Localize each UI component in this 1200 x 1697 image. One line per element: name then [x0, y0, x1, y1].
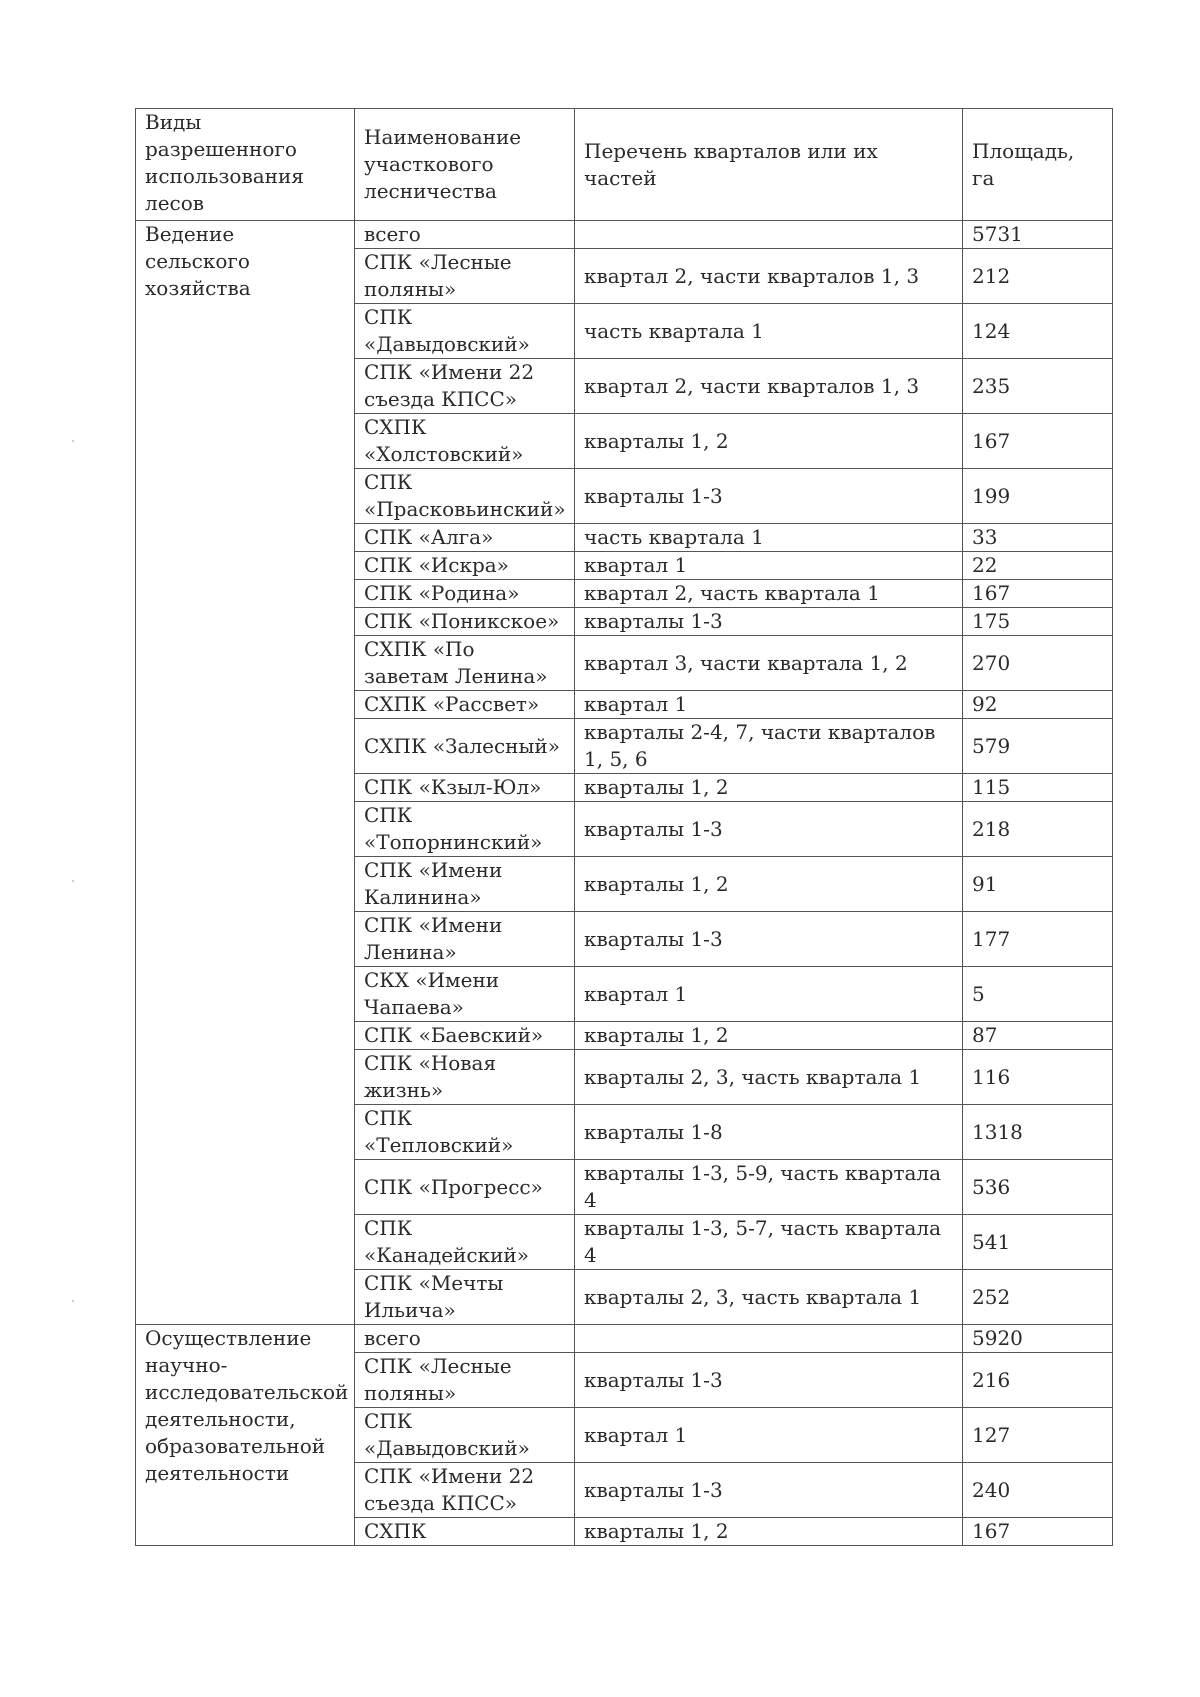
area-cell: 240 — [963, 1463, 1113, 1518]
area-cell: 235 — [963, 359, 1113, 414]
forestry-name-cell: всего — [355, 221, 575, 249]
quarters-cell: кварталы 1-3 — [575, 802, 963, 857]
quarters-cell: квартал 1 — [575, 1408, 963, 1463]
quarters-cell: квартал 1 — [575, 552, 963, 580]
area-cell: 212 — [963, 249, 1113, 304]
forestry-name-cell: СПК «Канадейский» — [355, 1215, 575, 1270]
quarters-cell: часть квартала 1 — [575, 524, 963, 552]
forestry-name-cell: СПК «Имени Ленина» — [355, 912, 575, 967]
forestry-name-cell: всего — [355, 1325, 575, 1353]
header-quarters: Перечень кварталов или их частей — [575, 109, 963, 221]
quarters-cell: кварталы 2-4, 7, части кварталов 1, 5, 6 — [575, 719, 963, 774]
header-row — [136, 109, 1113, 221]
area-cell: 5731 — [963, 221, 1113, 249]
forestry-name-cell: СХПК «Холстовский» — [355, 414, 575, 469]
quarters-cell: кварталы 1-8 — [575, 1105, 963, 1160]
area-cell: 252 — [963, 1270, 1113, 1325]
area-cell: 22 — [963, 552, 1113, 580]
forestry-name-cell: СПК «Алга» — [355, 524, 575, 552]
area-cell: 1318 — [963, 1105, 1113, 1160]
use-type-cell: Осуществление научно-исследовательской деятельности, образовательной деятельности — [136, 1325, 355, 1546]
forestry-name-cell: СПК «Давыдовский» — [355, 1408, 575, 1463]
quarters-cell: кварталы 1-3 — [575, 1353, 963, 1408]
area-cell: 167 — [963, 580, 1113, 608]
quarters-cell: кварталы 1, 2 — [575, 774, 963, 802]
quarters-cell: кварталы 1-3 — [575, 469, 963, 524]
forestry-name-cell: СПК «Имени Калинина» — [355, 857, 575, 912]
quarters-cell: кварталы 1-3 — [575, 912, 963, 967]
area-cell: 5920 — [963, 1325, 1113, 1353]
forestry-name-cell: СПК «Имени 22 съезда КПСС» — [355, 1463, 575, 1518]
forestry-name-cell: СПК «Поникское» — [355, 608, 575, 636]
forestry-name-cell: СХПК «По заветам Ленина» — [355, 636, 575, 691]
forestry-name-cell: СПК «Родина» — [355, 580, 575, 608]
forestry-name-cell: СПК «Прасковьинский» — [355, 469, 575, 524]
quarters-cell: кварталы 1-3 — [575, 1463, 963, 1518]
area-cell: 536 — [963, 1160, 1113, 1215]
table-row — [136, 1325, 1113, 1353]
forestry-name-cell: СПК «Кзыл-Юл» — [355, 774, 575, 802]
forestry-name-cell: СПК «Лесные поляны» — [355, 1353, 575, 1408]
table-row — [136, 221, 1113, 249]
forestry-name-cell: СХПК «Рассвет» — [355, 691, 575, 719]
quarters-cell: кварталы 1, 2 — [575, 1518, 963, 1546]
header-area: Площадь, га — [963, 109, 1113, 221]
quarters-cell: часть квартала 1 — [575, 304, 963, 359]
forestry-name-cell: СПК «Лесные поляны» — [355, 249, 575, 304]
header-forestry-name: Наименование участкового лесничества — [355, 109, 575, 221]
forestry-name-cell: СПК «Прогресс» — [355, 1160, 575, 1215]
forestry-name-cell: СПК «Топорнинский» — [355, 802, 575, 857]
quarters-cell: квартал 2, части кварталов 1, 3 — [575, 359, 963, 414]
area-cell: 270 — [963, 636, 1113, 691]
scan-speck — [72, 1300, 74, 1302]
area-cell: 175 — [963, 608, 1113, 636]
use-type-cell: Ведение сельского хозяйства — [136, 221, 355, 1325]
area-cell: 199 — [963, 469, 1113, 524]
area-cell: 127 — [963, 1408, 1113, 1463]
forestry-name-cell: СКХ «Имени Чапаева» — [355, 967, 575, 1022]
area-cell: 115 — [963, 774, 1113, 802]
quarters-cell — [575, 1325, 963, 1353]
area-cell: 33 — [963, 524, 1113, 552]
area-cell: 5 — [963, 967, 1113, 1022]
quarters-cell: кварталы 2, 3, часть квартала 1 — [575, 1050, 963, 1105]
quarters-cell: кварталы 1-3, 5-7, часть квартала 4 — [575, 1215, 963, 1270]
forest-use-table — [135, 108, 1113, 1546]
area-cell: 87 — [963, 1022, 1113, 1050]
quarters-cell: кварталы 1-3, 5-9, часть квартала 4 — [575, 1160, 963, 1215]
scan-speck — [72, 880, 74, 882]
header-use-type: Виды разрешенного использования лесов — [136, 109, 355, 221]
area-cell: 116 — [963, 1050, 1113, 1105]
area-cell: 167 — [963, 1518, 1113, 1546]
quarters-cell: кварталы 1, 2 — [575, 857, 963, 912]
area-cell: 541 — [963, 1215, 1113, 1270]
forestry-name-cell: СПК «Новая жизнь» — [355, 1050, 575, 1105]
forestry-name-cell: СПК «Давыдовский» — [355, 304, 575, 359]
quarters-cell: квартал 1 — [575, 691, 963, 719]
area-cell: 92 — [963, 691, 1113, 719]
quarters-cell: квартал 1 — [575, 967, 963, 1022]
quarters-cell: кварталы 2, 3, часть квартала 1 — [575, 1270, 963, 1325]
forestry-name-cell: СХПК — [355, 1518, 575, 1546]
forestry-name-cell: СПК «Искра» — [355, 552, 575, 580]
forestry-name-cell: СПК «Имени 22 съезда КПСС» — [355, 359, 575, 414]
quarters-cell: кварталы 1-3 — [575, 608, 963, 636]
area-cell: 167 — [963, 414, 1113, 469]
quarters-cell — [575, 221, 963, 249]
forestry-name-cell: СХПК «Залесный» — [355, 719, 575, 774]
quarters-cell: кварталы 1, 2 — [575, 1022, 963, 1050]
quarters-cell: кварталы 1, 2 — [575, 414, 963, 469]
quarters-cell: квартал 2, части кварталов 1, 3 — [575, 249, 963, 304]
table-body — [136, 109, 1113, 1546]
forestry-name-cell: СПК «Тепловский» — [355, 1105, 575, 1160]
forestry-name-cell: СПК «Мечты Ильича» — [355, 1270, 575, 1325]
quarters-cell: квартал 2, часть квартала 1 — [575, 580, 963, 608]
area-cell: 124 — [963, 304, 1113, 359]
quarters-cell: квартал 3, части квартала 1, 2 — [575, 636, 963, 691]
area-cell: 177 — [963, 912, 1113, 967]
area-cell: 91 — [963, 857, 1113, 912]
area-cell: 579 — [963, 719, 1113, 774]
area-cell: 218 — [963, 802, 1113, 857]
scan-speck — [72, 440, 74, 442]
area-cell: 216 — [963, 1353, 1113, 1408]
forestry-name-cell: СПК «Баевский» — [355, 1022, 575, 1050]
